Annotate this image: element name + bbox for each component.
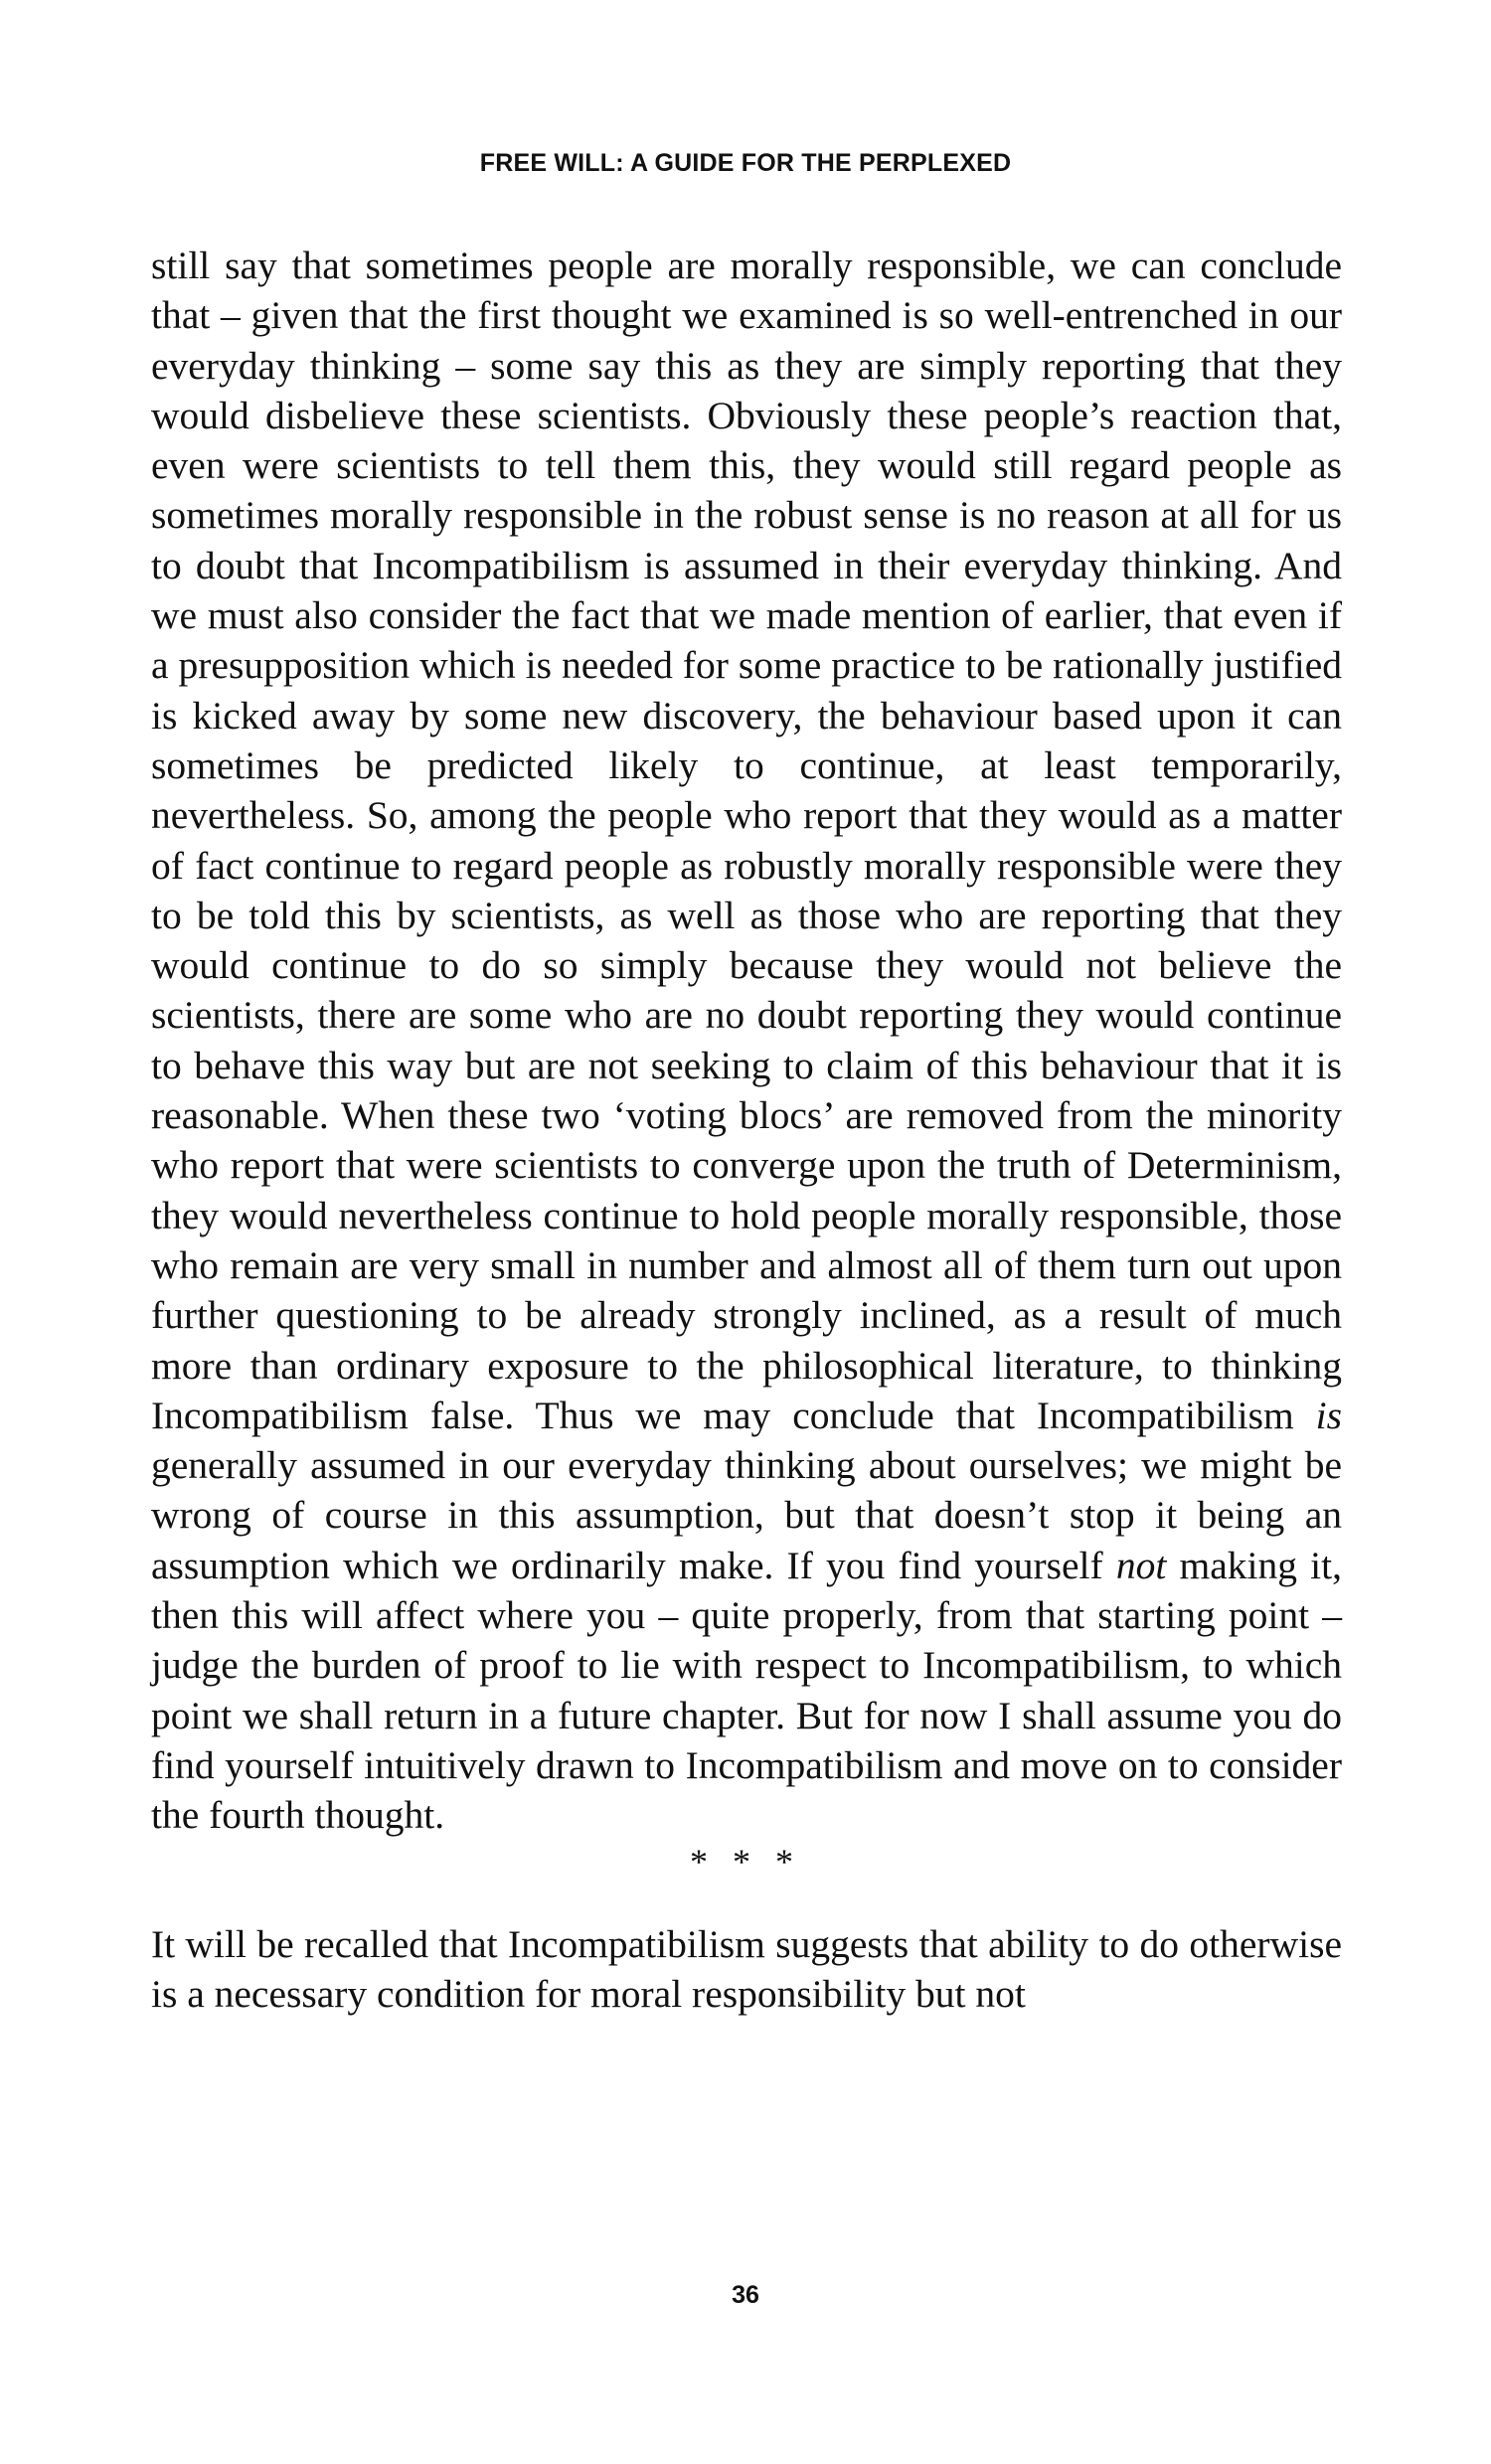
paragraph-2: It will be recalled that Incompatibilism suggests that ability to do otherwise is a necessary condition for moral responsibility but not (151, 1922, 1342, 2017)
emphasis-is: is (1315, 1393, 1342, 1437)
body-text (151, 241, 1342, 1841)
paragraph-1-segment-2: generally assumed in our everyday thinking about ourselves; we might be wrong of course in this assumption, but that doesn’t stop it being an assumption which we ordinarily make. If you find yourself (151, 1443, 1342, 1587)
paragraph-1-segment-3: making it, then this will affect where you – quite properly, from that starting point – judge the burden of proof to lie with respect to Incompatibilism, to which point we shall return in a future chapter. But for now I shall assume you do find yourself intuitively drawn to Incompatibilism and move on to consider the fourth thought. (151, 1543, 1342, 1838)
section-break: * * * (690, 1842, 801, 1882)
running-head: FREE WILL: A GUIDE FOR THE PERPLEXED (479, 149, 1012, 177)
emphasis-not: not (1115, 1543, 1167, 1587)
paragraph-1 (151, 241, 1342, 1841)
paragraph-1-segment-1: still say that sometimes people are morally responsible, we can conclude that – given that the first thought we examined is so well-entrenched in our everyday thinking – some say this as they are simply reporting that they would disbelieve these scientists. Obviously these people’s reaction that, even were scientists to tell them this, they would still regard people as sometimes morally responsible in the robust sense is no reason at all for us to doubt that Incompatibilism is assumed in their everyday thinking. And we must also consider the fact that we made mention of earlier, that even if a presupposition which is needed for some practice to be rationally justified is kicked away by some new discovery, the behaviour based upon it can sometimes be predicted likely to continue, at least temporarily, nevertheless. So, among the people who report that they would as a matter of fact continue to regard people as robustly morally responsible were they to be told this by scientists, as well as those who are reporting that they would continue to do so simply because they would not believe the scientists, there are some who are no doubt reporting they would continue to behave this way but are not seeking to claim of this behaviour that it is reasonable. When these two ‘voting blocs’ are removed from the minority who report that were scientists to converge upon the truth of Determinism, they would nevertheless continue to hold people morally responsible, those who remain are very small in number and almost all of them turn out upon further questioning to be already strongly inclined, as a result of much more than ordinary exposure to the philosophical literature, to thinking Incompatibilism false. Thus we may conclude that Incompatibilism (151, 244, 1342, 1437)
page-number: 36 (732, 2281, 759, 2309)
